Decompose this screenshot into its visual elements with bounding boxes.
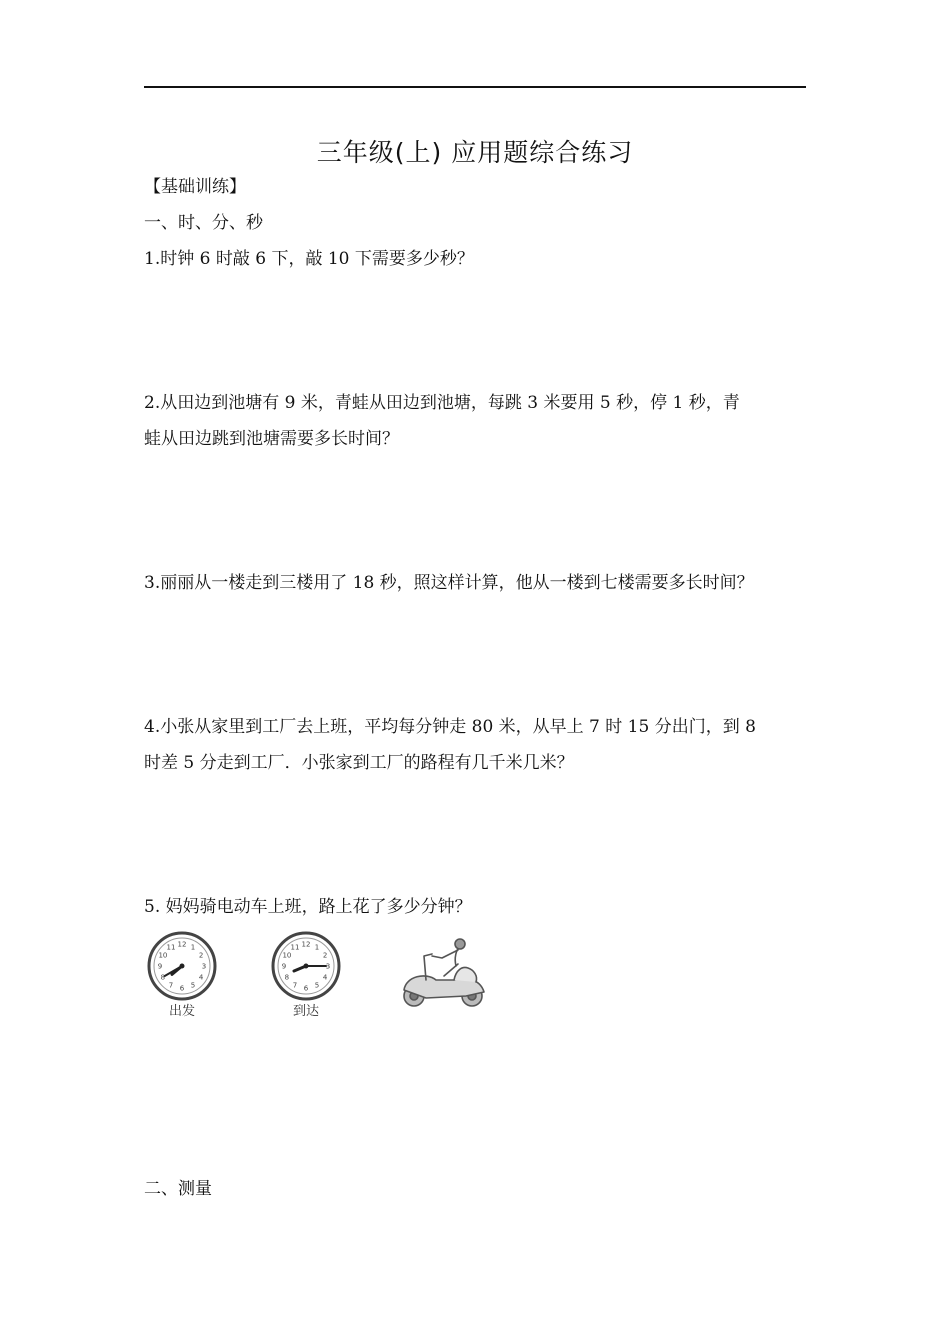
clock-numeral: 11	[290, 943, 300, 952]
section-two-heading: 二、测量	[144, 1179, 212, 1199]
clock-numeral: 5	[190, 981, 196, 990]
depart-caption: 出发	[168, 1004, 195, 1019]
header-rule	[144, 86, 806, 88]
clock-numeral: 8	[284, 973, 290, 982]
clock-numeral: 6	[303, 984, 309, 993]
clock-numeral: 1	[190, 943, 196, 952]
clock-numeral: 7	[168, 981, 174, 990]
question-1: 1.时钟 6 时敲 6 下，敲 10 下需要多少秒？	[144, 249, 474, 269]
clock-numeral: 4	[322, 973, 328, 982]
clock-numeral: 11	[166, 943, 176, 952]
question-5: 5. 妈妈骑电动车上班，路上花了多少分钟？	[144, 897, 472, 917]
question-4-line-1: 4.小张从家里到工厂去上班，平均每分钟走 80 米，从早上 7 时 15 分出门，到 8	[144, 717, 756, 737]
clock-numeral: 12	[177, 940, 187, 949]
question-2-line-2: 蛙从田边跳到池塘需要多长时间？	[144, 429, 399, 449]
arrive-clock-icon	[270, 930, 342, 1002]
depart-clock-icon	[146, 930, 218, 1002]
clock-numeral: 4	[198, 973, 204, 982]
clock-numeral: 10	[158, 951, 168, 960]
question-3: 3.丽丽从一楼走到三楼用了 18 秒，照这样计算，他从一楼到七楼需要多长时间？	[144, 573, 754, 593]
clock-numeral: 9	[157, 962, 163, 971]
section-basic-heading: 【基础训练】	[144, 177, 246, 197]
clock-numeral: 2	[198, 951, 204, 960]
question-2-line-1: 2.从田边到池塘有 9 米，青蛙从田边到池塘，每跳 3 米要用 5 秒，停 1 秒，青	[144, 393, 740, 413]
clock-numeral: 2	[322, 951, 328, 960]
clock-numeral: 3	[201, 962, 207, 971]
clock-numeral: 6	[179, 984, 185, 993]
question-4-line-2: 时差 5 分走到工厂．小张家到工厂的路程有几千米几米？	[144, 753, 574, 773]
clock-numeral: 3	[325, 962, 331, 971]
clock-numeral: 7	[292, 981, 298, 990]
section-one-heading: 一、时、分、秒	[144, 213, 263, 233]
scooter-rider-icon	[396, 936, 492, 1014]
arrive-caption: 到达	[292, 1004, 319, 1019]
page-title: 三年级(上) 应用题综合练习	[316, 138, 634, 167]
clock-numeral: 9	[281, 962, 287, 971]
clock-numeral: 5	[314, 981, 320, 990]
clock-numeral: 10	[282, 951, 292, 960]
clock-numeral: 8	[160, 973, 166, 982]
clock-numeral: 1	[314, 943, 320, 952]
clock-numeral: 12	[301, 940, 311, 949]
